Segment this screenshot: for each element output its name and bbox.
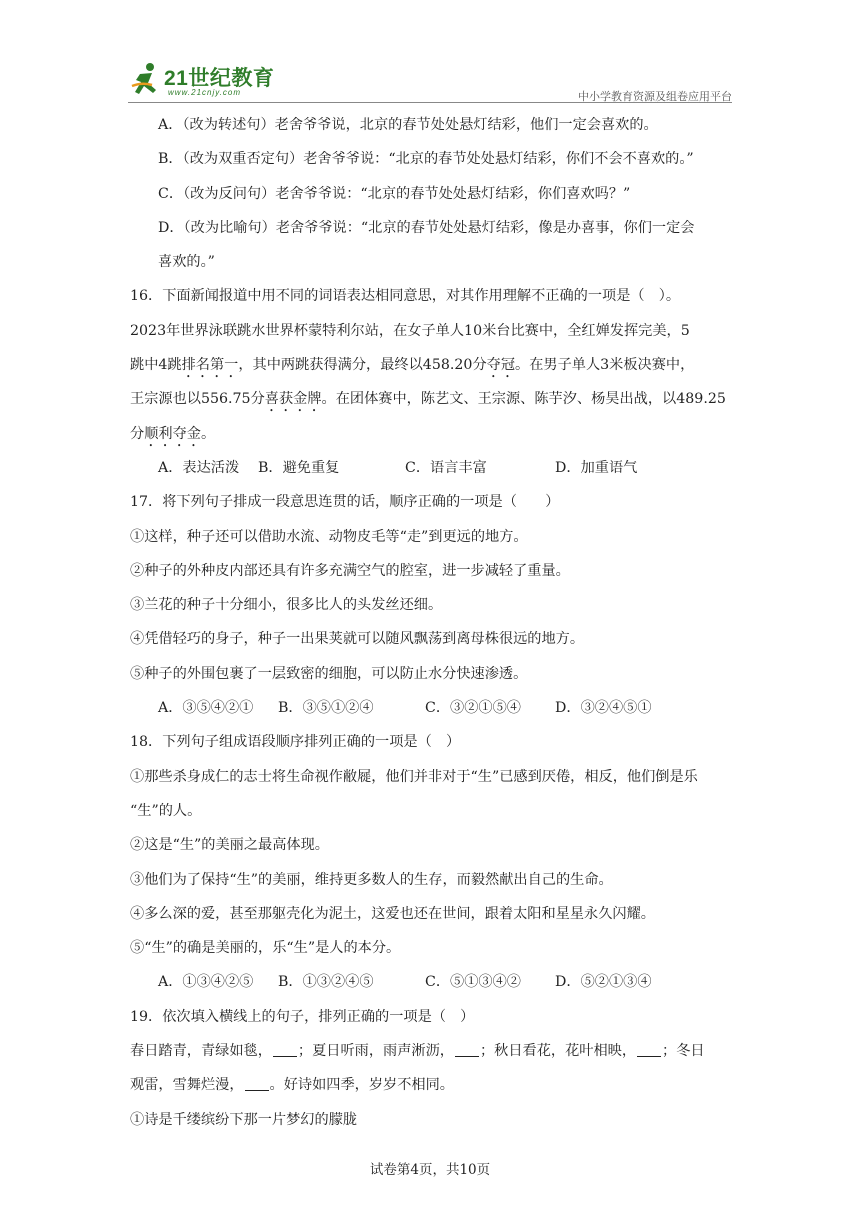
emphasized-word: 夺冠 (486, 357, 516, 374)
q18-stem: 18．下列句子组成语段顺序排列正确的一项是（ ） (130, 734, 461, 751)
q19-stem: 19．依次填入横线上的句子，排列正确的一项是（ ） (130, 1008, 475, 1025)
text: 分 (130, 425, 145, 442)
text: 观雷，雪舞烂漫， (130, 1077, 244, 1094)
q18-option-b: B．①③②④⑤ (278, 974, 374, 991)
q16-passage-line (130, 382, 735, 416)
q19-passage-line (130, 1034, 735, 1068)
emphasized-word: 顺利夺金 (144, 425, 201, 442)
q17-sentence-1: ①这样，种子还可以借助水流、动物皮毛等“走”到更远的地方。 (130, 528, 528, 545)
logo (128, 58, 275, 102)
q18-sentence-1: ①那些杀身成仁的志士将生命视作敝屣，他们并非对于“生”已感到厌倦，相反，他们倒是乐 (130, 768, 698, 785)
text: 跳中4跳 (130, 357, 182, 374)
q16-option-b: B．避免重复 (258, 459, 340, 476)
q15-option-d: D．（改为比喻句）老舍爷爷说：“北京的春节处处悬灯结彩，像是办喜事，你们一定会 (158, 219, 695, 236)
q16-option-a: A．表达活泼 (158, 459, 240, 476)
header-slogan: 中小学教育资源及组卷应用平台 (578, 91, 732, 103)
q18-sentence-1-cont: “生”的人。 (130, 802, 202, 819)
q18-sentence-4: ④多么深的爱，甚至那躯壳化为泥土，这爱也还在世间，跟着太阳和星星永久闪耀。 (130, 905, 655, 922)
q17-sentence-3: ③兰花的种子十分细小，很多比人的头发丝还细。 (130, 597, 443, 614)
text: 。在男子单人3米板决赛中， (515, 357, 695, 374)
text: 。好诗如四季，岁岁不相同。 (269, 1077, 454, 1094)
text: ；夏日听雨，雨声淅沥， (297, 1043, 454, 1060)
emphasized-word: 喜获金牌 (264, 391, 322, 408)
q16-passage-line (130, 417, 735, 451)
q17-option-d: D．③②④⑤① (555, 700, 652, 717)
q18-option-c: C．⑤①③④② (425, 974, 521, 991)
q17-options (130, 691, 735, 725)
q15-option-d-cont: 喜欢的。” (158, 254, 215, 271)
q17-sentence-4: ④凭借轻巧的身子，种子一出果荚就可以随风飘荡到离母株很远的地方。 (130, 631, 585, 648)
q18-option-a: A．①③④②⑤ (158, 974, 254, 991)
logo-url: www.21cnjy.com (168, 88, 241, 97)
q17-option-c: C．③②①⑤④ (425, 700, 521, 717)
q18-option-d: D．⑤②①③④ (555, 974, 652, 991)
q18-options (130, 965, 735, 999)
text: ；秋日看花，花叶相映， (479, 1043, 637, 1060)
text: ，其中两跳获得满分，最终以458.20分 (238, 357, 487, 374)
q15-option-c: C．（改为反问句）老舍爷爷说：“北京的春节处处悬灯结彩，你们喜欢吗？” (158, 185, 631, 202)
q17-sentence-2: ②种子的外种皮内部还具有许多充满空气的腔室，进一步减轻了重量。 (130, 562, 570, 579)
fill-blank (273, 1042, 297, 1057)
q16-passage-line: 2023年世界泳联跳水世界杯蒙特利尔站，在女子单人10米台比赛中，全红婵发挥完美，5 (130, 322, 690, 339)
exam-content (130, 108, 735, 1137)
header-divider (128, 102, 732, 103)
text: 王宗源也以556.75分 (130, 391, 265, 408)
page-header (128, 58, 732, 102)
logo-text: 21世纪教育 (164, 67, 275, 90)
fill-blank (637, 1042, 661, 1057)
q17-stem: 17．将下列句子排成一段意思连贯的话，顺序正确的一项是（ ） (130, 494, 560, 511)
page-footer: 试卷第4页，共10页 (369, 1162, 491, 1178)
q17-sentence-5: ⑤种子的外围包裹了一层致密的细胞，可以防止水分快速渗透。 (130, 665, 528, 682)
text: 。在团体赛中，陈艺文、王宗源、陈芋汐、杨昊出战，以489.25 (321, 391, 726, 408)
q16-option-d: D．加重语气 (555, 459, 638, 476)
fill-blank (455, 1042, 479, 1057)
q19-passage-line (130, 1068, 735, 1102)
q18-sentence-2: ②这是“生”的美丽之最高体现。 (130, 837, 329, 854)
q16-stem: 16．下面新闻报道中用不同的词语表达相同意思，对其作用理解不正确的一项是（ ）。 (130, 288, 681, 305)
q17-option-a: A．③⑤④②① (158, 700, 254, 717)
emphasized-word: 排名第一 (181, 357, 239, 374)
text: ；冬日 (662, 1043, 705, 1060)
fill-blank (245, 1076, 269, 1091)
runner-logo-icon (130, 62, 160, 98)
text: 。 (200, 425, 216, 442)
q16-option-c: C．语言丰富 (405, 459, 487, 476)
q16-options (130, 451, 735, 485)
q15-option-b: B．（改为双重否定句）老舍爷爷说：“北京的春节处处悬灯结彩，你们不会不喜欢的。” (158, 151, 694, 168)
text: 春日踏青，青绿如毯， (130, 1043, 272, 1060)
q18-sentence-5: ⑤“生”的确是美丽的，乐“生”是人的本分。 (130, 940, 401, 957)
q15-option-a: A．（改为转述句）老舍爷爷说，北京的春节处处悬灯结彩，他们一定会喜欢的。 (158, 117, 658, 133)
q16-passage-line (130, 348, 735, 382)
q19-sentence-1: ①诗是千缕缤纷下那一片梦幻的朦胧 (130, 1111, 358, 1128)
q18-sentence-3: ③他们为了保持“生”的美丽，维持更多数人的生存，而毅然献出自己的生命。 (130, 871, 613, 888)
q17-option-b: B．③⑤①②④ (278, 700, 374, 717)
